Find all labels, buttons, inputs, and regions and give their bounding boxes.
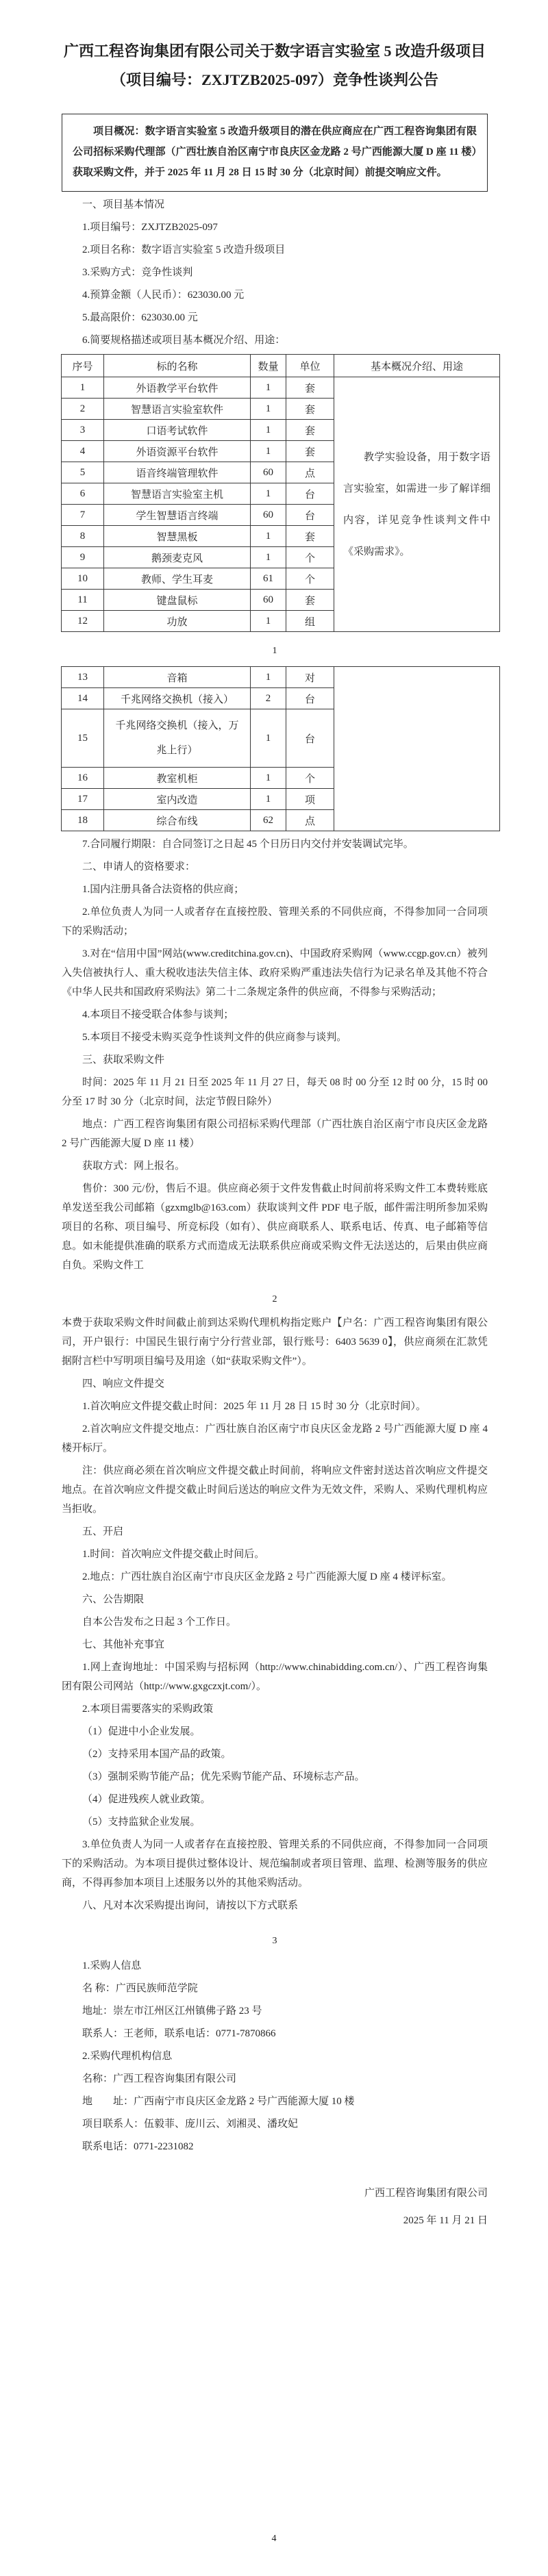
paragraph: 2.采购代理机构信息	[82, 2051, 173, 2062]
paragraph: 5.本项目不接受未购买竞争性谈判文件的供应商参与谈判。	[82, 1032, 347, 1043]
paragraph: 1.项目编号：ZXJTZB2025-097	[82, 222, 218, 233]
paragraph: 1.首次响应文件提交截止时间：2025 年 11 月 28 日 15 时 30 分（北京时间）。	[82, 1401, 426, 1412]
table-row	[62, 667, 500, 688]
cell-quantity: 60	[251, 462, 286, 483]
cell-unit: 台	[286, 688, 334, 709]
cell-item-name: 千兆网络交换机（接入，万兆上行）	[104, 709, 251, 768]
paragraph: 地 址：广西南宁市良庆区金龙路 2 号广西能源大厦 10 楼	[82, 2096, 355, 2107]
cell-quantity: 1	[251, 483, 286, 505]
items-table-page1	[61, 354, 500, 632]
cell-quantity: 1	[251, 709, 286, 768]
title-line-1: 广西工程咨询集团有限公司关于数字语言实验室 5 改造升级项目	[63, 42, 486, 60]
signature-date: 2025 年 11 月 21 日	[403, 2215, 488, 2226]
cell-index: 15	[62, 709, 104, 768]
cell-unit: 套	[286, 526, 334, 547]
cell-item-name: 键盘鼠标	[104, 590, 251, 611]
project-overview-text: 项目概况：数字语言实验室 5 改造升级项目的潜在供应商应在广西工程咨询集团有限公司招标采购代理部（广西壮族自治区南宁市良庆区金龙路 2 号广西能源大厦 D 座 11 楼）获取采购文件，并于 2025 年 11 月 28 日 15 时 30 分（北京时间）前提交响应文件。	[73, 126, 477, 178]
paragraph: 3.对在“信用中国”网站(www.creditchina.gov.cn)、中国政府采购网（www.ccgp.gov.cn）被列入失信被执行人、重大税收违法失信主体、政府采购严重违法失信行为记录名单及其他不符合《中华人民共和国政府采购法》第二十二条规定条件的供应商，不得参与采购活动；	[62, 948, 488, 998]
cell-index: 2	[62, 399, 104, 420]
cell-item-name: 外语教学平台软件	[104, 377, 251, 399]
paragraph: 7.合同履行期限：自合同签订之日起 45 个日历日内交付并安装调试完毕。	[82, 839, 414, 850]
cell-unit: 点	[286, 462, 334, 483]
cell-item-name: 鹅颈麦克风	[104, 547, 251, 568]
paragraph: 三、获取采购文件	[82, 1055, 165, 1065]
cell-unit: 套	[286, 399, 334, 420]
page-number-4: 4	[271, 2534, 277, 2544]
cell-unit: 项	[286, 789, 334, 810]
paragraph: 2.单位负责人为同一人或者存在直接控股、管理关系的不同供应商，不得参加同一合同项下的采购活动；	[62, 907, 488, 937]
paragraph: 地点：广西工程咨询集团有限公司招标采购代理部（广西壮族自治区南宁市良庆区金龙路 2 号广西能源大厦 D 座 11 楼）	[62, 1119, 488, 1149]
cell-quantity: 1	[251, 441, 286, 462]
paragraph: 获取方式：网上报名。	[82, 1161, 186, 1172]
cell-quantity: 1	[251, 526, 286, 547]
cell-index: 7	[62, 505, 104, 526]
paragraph: 地址：崇左市江州区江州镇佛子路 23 号	[82, 2006, 262, 2017]
cell-unit: 台	[286, 709, 334, 768]
paragraph: （5）支持监狱企业发展。	[82, 1817, 201, 1828]
paragraph: 1.国内注册具备合法资格的供应商；	[82, 884, 245, 895]
page-number-2: 2	[272, 1294, 277, 1304]
cell-item-name: 智慧语言实验室软件	[104, 399, 251, 420]
cell-item-name: 功放	[104, 611, 251, 632]
cell-item-name: 智慧黑板	[104, 526, 251, 547]
page-number-3: 3	[272, 1936, 277, 1946]
paragraph: 2.项目名称：数字语言实验室 5 改造升级项目	[82, 244, 286, 255]
paragraph: 六、公告期限	[82, 1594, 145, 1605]
paragraph: （1）促进中小企业发展。	[82, 1726, 201, 1737]
cell-unit: 套	[286, 377, 334, 399]
cell-index: 16	[62, 768, 104, 789]
page-number-1: 1	[272, 646, 277, 656]
cell-quantity: 60	[251, 590, 286, 611]
cell-item-name: 口语考试软件	[104, 420, 251, 441]
cell-index: 3	[62, 420, 104, 441]
section-contact-info	[62, 1956, 488, 2156]
cell-unit: 台	[286, 505, 334, 526]
cell-item-name: 智慧语言实验室主机	[104, 483, 251, 505]
paragraph: 名 称：广西民族师范学院	[82, 1983, 198, 1994]
paragraph: 注：供应商必须在首次响应文件提交截止时间前，将响应文件密封送达首次响应文件提交地点。在首次响应文件提交截止时间后送达的响应文件为无效文件，采购人、采购代理机构应当拒收。	[62, 1465, 488, 1515]
paragraph: （4）促进残疾人就业政策。	[82, 1794, 211, 1805]
cell-unit: 对	[286, 667, 334, 688]
cell-quantity: 1	[251, 547, 286, 568]
paragraph: 名称：广西工程咨询集团有限公司	[82, 2073, 237, 2084]
col-header-item-name: 标的名称	[104, 355, 251, 377]
paragraph: 一、项目基本情况	[82, 199, 165, 210]
cell-index: 12	[62, 611, 104, 632]
paragraph: 2.本项目需要落实的采购政策	[82, 1704, 214, 1715]
paragraph: （3）强制采购节能产品；优先采购节能产品、环境标志产品。	[82, 1771, 365, 1782]
cell-index: 11	[62, 590, 104, 611]
cell-item-name: 千兆网络交换机（接入）	[104, 688, 251, 709]
cell-unit: 台	[286, 483, 334, 505]
cell-index: 4	[62, 441, 104, 462]
col-header-description: 基本概况介绍、用途	[334, 355, 500, 377]
paragraph: 四、响应文件提交	[82, 1378, 165, 1389]
cell-index: 5	[62, 462, 104, 483]
cell-quantity: 60	[251, 505, 286, 526]
paragraph: 6.简要规格描述或项目基本概况介绍、用途：	[82, 335, 286, 346]
section-qualification-and-documents	[62, 835, 488, 1275]
cell-quantity: 62	[251, 810, 286, 831]
cell-quantity: 1	[251, 789, 286, 810]
cell-index: 18	[62, 810, 104, 831]
cell-item-name: 教师、学生耳麦	[104, 568, 251, 590]
cell-index: 17	[62, 789, 104, 810]
cell-quantity: 1	[251, 399, 286, 420]
cell-quantity: 1	[251, 377, 286, 399]
cell-item-name: 教室机柜	[104, 768, 251, 789]
cell-index: 1	[62, 377, 104, 399]
paragraph: 5.最高限价：623030.00 元	[82, 312, 198, 323]
paragraph: 二、申请人的资格要求：	[82, 861, 196, 872]
paragraph: 4.预算金额（人民币）：623030.00 元	[82, 290, 245, 301]
paragraph: 五、开启	[82, 1526, 124, 1537]
cell-quantity: 1	[251, 611, 286, 632]
col-header-quantity: 数量	[251, 355, 286, 377]
merged-description-cell	[334, 667, 500, 831]
page-title	[62, 0, 488, 94]
cell-item-name: 语音终端管理软件	[104, 462, 251, 483]
cell-unit: 套	[286, 590, 334, 611]
paragraph: 七、其他补充事宜	[82, 1639, 165, 1650]
cell-index: 14	[62, 688, 104, 709]
paragraph: 自本公告发布之日起 3 个工作日。	[82, 1617, 237, 1628]
cell-index: 8	[62, 526, 104, 547]
cell-item-name: 学生智慧语言终端	[104, 505, 251, 526]
col-header-index: 序号	[62, 355, 104, 377]
cell-index: 10	[62, 568, 104, 590]
cell-item-name: 室内改造	[104, 789, 251, 810]
table-description-note: 教学实验设备，用于数字语言实验室，如需进一步了解详细内容，详见竞争性谈判文件中《采购需求》。	[343, 451, 490, 557]
signature-company: 广西工程咨询集团有限公司	[364, 2188, 488, 2199]
paragraph: （2）支持采用本国产品的政策。	[82, 1749, 232, 1760]
section-basic-info	[62, 195, 488, 350]
cell-index: 13	[62, 667, 104, 688]
title-line-2: （项目编号：ZXJTZB2025-097）竞争性谈判公告	[111, 71, 438, 88]
cell-unit: 个	[286, 568, 334, 590]
cell-item-name: 综合布线	[104, 810, 251, 831]
cell-quantity: 61	[251, 568, 286, 590]
paragraph: 2.首次响应文件提交地点：广西壮族自治区南宁市良庆区金龙路 2 号广西能源大厦 D 座 4 楼开标厅。	[62, 1424, 488, 1454]
cell-item-name: 音箱	[104, 667, 251, 688]
cell-quantity: 1	[251, 667, 286, 688]
table-row	[62, 377, 500, 399]
col-header-unit: 单位	[286, 355, 334, 377]
signature-block	[62, 2184, 488, 2230]
cell-quantity: 1	[251, 768, 286, 789]
cell-unit: 套	[286, 420, 334, 441]
paragraph: 本费于获取采购文件时间截止前到达采购代理机构指定账户【户名：广西工程咨询集团有限公司，开户银行：中国民生银行南宁分行营业部，银行账号：6403 5639 0】，供应商须在汇款凭据附言栏中写明项目编号及用途（如“获取采购文件”）。	[62, 1317, 488, 1367]
cell-quantity: 1	[251, 420, 286, 441]
paragraph: 八、凡对本次采购提出询问，请按以下方式联系	[82, 1900, 299, 1911]
cell-unit: 点	[286, 810, 334, 831]
cell-index: 9	[62, 547, 104, 568]
cell-item-name: 外语资源平台软件	[104, 441, 251, 462]
items-table-page2	[61, 666, 500, 831]
paragraph: 4.本项目不接受联合体参与谈判；	[82, 1009, 234, 1020]
project-overview-box	[62, 114, 488, 192]
paragraph: 2.地点：广西壮族自治区南宁市良庆区金龙路 2 号广西能源大厦 D 座 4 楼评标室。	[82, 1571, 452, 1582]
cell-index: 6	[62, 483, 104, 505]
paragraph: 时间：2025 年 11 月 21 日至 2025 年 11 月 27 日，每天 08 时 00 分至 12 时 00 分，15 时 00 分至 17 时 30 分（北京时间，法定节假日除外）	[62, 1077, 488, 1107]
cell-quantity: 2	[251, 688, 286, 709]
paragraph: 联系人：王老师，联系电话：0771-7870866	[82, 2028, 276, 2039]
cell-unit: 组	[286, 611, 334, 632]
table-header-row	[62, 355, 500, 377]
paragraph: 项目联系人：伍毅菲、庞川云、刘湘灵、潘玫妃	[82, 2119, 299, 2130]
paragraph: 联系电话：0771-2231082	[82, 2141, 194, 2152]
section-submission-and-opening	[62, 1313, 488, 1915]
paragraph: 3.采购方式：竞争性谈判	[82, 267, 193, 278]
cell-unit: 套	[286, 441, 334, 462]
paragraph: 1.网上查询地址：中国采购与招标网（http://www.chinabidding.com.cn/）、广西工程咨询集团有限公司网站（http://www.gxgczxjt.com/）。	[62, 1662, 488, 1692]
cell-unit: 个	[286, 547, 334, 568]
merged-description-cell	[334, 377, 500, 632]
paragraph: 售价：300 元/份，售后不退。供应商必须于文件发售截止时间前将采购文件工本费转账底单发送至我公司邮箱（gzxmglb@163.com）获取谈判文件 PDF 电子版，邮件需注明所参加采购项目的名称、项目编号、所竞标段（如有）、供应商联系人、联系电话、传真、电子邮箱等信息。如未能提供准确的联系方式而造成无法联系供应商或采购文件无法送达的，后果由供应商自负。采购文件工	[62, 1183, 488, 1271]
paragraph: 1.时间：首次响应文件提交截止时间后。	[82, 1549, 265, 1560]
paragraph: 3.单位负责人为同一人或者存在直接控股、管理关系的不同供应商，不得参加同一合同项下的采购活动。为本项目提供过整体设计、规范编制或者项目管理、监理、检测等服务的供应商，不得再参加本项目上述服务以外的其他采购活动。	[62, 1839, 488, 1889]
paragraph: 1.采购人信息	[82, 1960, 142, 1971]
cell-unit: 个	[286, 768, 334, 789]
